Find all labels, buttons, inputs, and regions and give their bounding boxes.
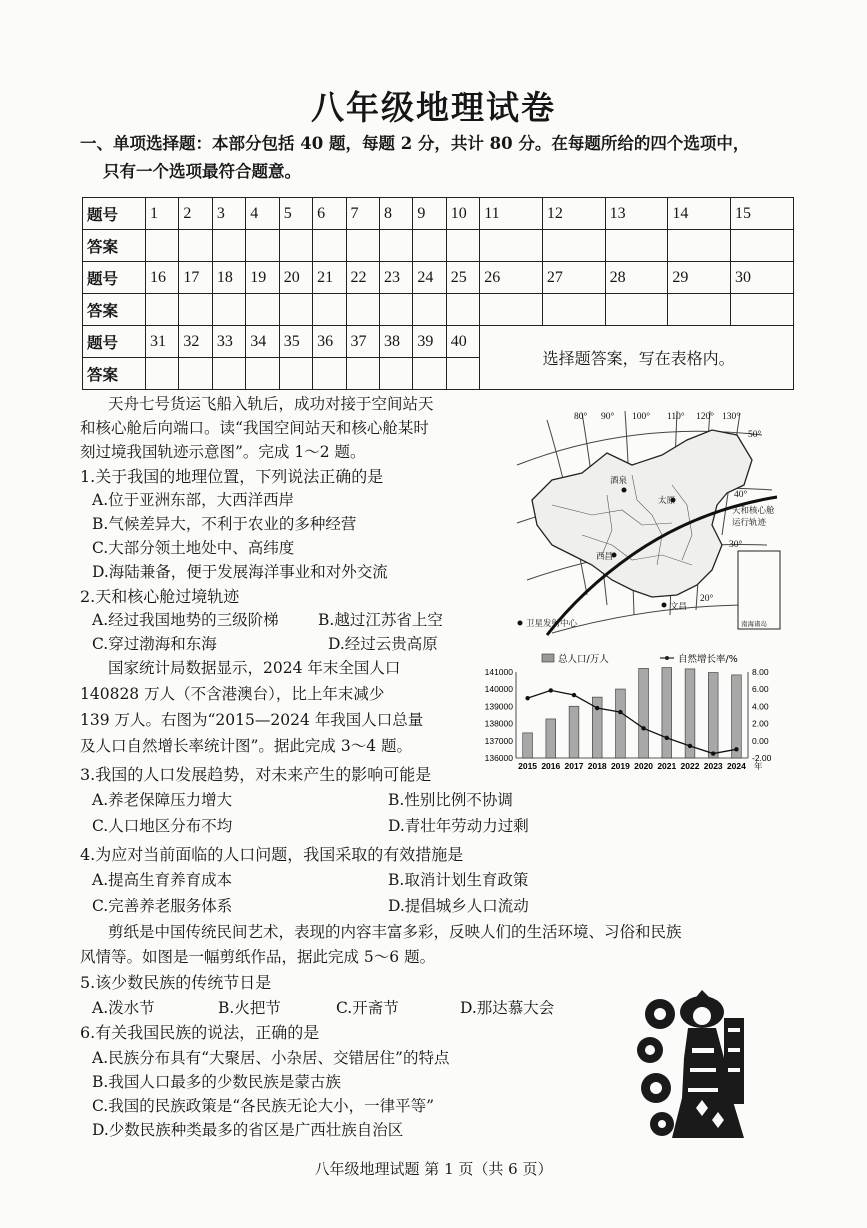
x-tick-label: 2022 (680, 761, 700, 771)
q-num: 10 (446, 198, 479, 230)
answer-cell[interactable] (313, 294, 346, 326)
answer-cell[interactable] (212, 294, 245, 326)
q4-option-d[interactable]: D.提倡城乡人口流动 (388, 897, 529, 915)
q6-option-b[interactable]: B.我国人口最多的少数民族是蒙古族 (92, 1073, 341, 1091)
q1-stem: 1.关于我国的地理位置，下列说法正确的是 (80, 467, 384, 486)
q4-option-c[interactable]: C.完善养老服务体系 (92, 897, 233, 915)
answer-cell[interactable] (379, 294, 412, 326)
inset-label: 南海诸岛 (741, 620, 767, 628)
answer-cell[interactable] (146, 230, 179, 262)
q-num: 7 (346, 198, 379, 230)
q-num: 11 (480, 198, 543, 230)
answer-cell[interactable] (605, 294, 668, 326)
answer-cell[interactable] (212, 230, 245, 262)
lat-label: 50° (748, 430, 762, 440)
answer-cell[interactable] (279, 230, 312, 262)
population-bar (546, 719, 556, 758)
population-chart (468, 648, 788, 778)
y-tick-left-label: 136000 (484, 753, 513, 763)
q1-option-b[interactable]: B.气候差异大，不利于农业的多种经营 (92, 515, 357, 533)
population-bar (708, 673, 718, 758)
row-header-q: 题号 (83, 262, 146, 294)
growth-rate-point (618, 710, 622, 714)
x-tick-label: 2019 (610, 761, 630, 771)
y-tick-left-label: 141000 (484, 667, 513, 677)
growth-rate-point (525, 696, 529, 700)
answer-cell[interactable] (246, 294, 279, 326)
place-label: 文昌 (670, 602, 688, 612)
q-num: 3 (212, 198, 245, 230)
q-num: 34 (246, 326, 279, 358)
q-num: 29 (668, 262, 731, 294)
q-num: 13 (605, 198, 668, 230)
q3-option-b[interactable]: B.性别比例不协调 (388, 791, 513, 809)
answer-cell[interactable] (179, 230, 212, 262)
track-label: 天和核心舱 (732, 506, 775, 516)
answer-cell[interactable] (246, 358, 279, 390)
q5-option-d[interactable]: D.那达慕大会 (460, 999, 555, 1017)
q2-option-b[interactable]: B.越过江苏省上空 (318, 611, 443, 629)
q3-option-a[interactable]: A.养老保障压力增大 (92, 791, 233, 809)
q2-option-d[interactable]: D.经过云贵高原 (328, 635, 438, 653)
q2-option-a[interactable]: A.经过我国地势的三级阶梯 (92, 611, 279, 629)
answer-cell[interactable] (446, 294, 479, 326)
answer-cell[interactable] (668, 230, 731, 262)
place-label: 太原 (658, 496, 676, 506)
q-num: 37 (346, 326, 379, 358)
q5-option-a[interactable]: A.泼水节 (92, 999, 155, 1017)
question-number-row-3 (83, 326, 794, 358)
lat-label: 40° (734, 490, 748, 500)
q6-option-c[interactable]: C.我国的民族政策是“各民族无论大小，一律平等” (92, 1097, 435, 1115)
passage2-line1: 国家统计局数据显示，2024 年末全国人口 (108, 659, 401, 677)
population-bar (662, 668, 672, 758)
answer-cell[interactable] (379, 358, 412, 390)
x-tick-label: 2023 (703, 761, 723, 771)
x-tick-label: 2018 (587, 761, 607, 771)
y-tick-left-label: 138000 (484, 718, 513, 729)
q-num: 36 (313, 326, 346, 358)
row-header-a: 答案 (83, 230, 146, 262)
q6-stem: 6.有关我国民族的说法，正确的是 (80, 1023, 320, 1042)
lat-label: 20° (700, 594, 714, 604)
q4-option-a[interactable]: A.提高生育养育成本 (92, 871, 233, 889)
q-num: 24 (413, 262, 446, 294)
answer-cell[interactable] (346, 358, 379, 390)
q1-option-a[interactable]: A.位于亚洲东部，大西洋西岸 (92, 491, 295, 509)
row-header-a: 答案 (83, 358, 146, 390)
answer-cell[interactable] (413, 358, 446, 390)
answer-cell[interactable] (542, 294, 605, 326)
q-num: 6 (313, 198, 346, 230)
q6-option-d[interactable]: D.少数民族种类最多的省区是广西壮族自治区 (92, 1121, 404, 1139)
q6-option-a[interactable]: A.民族分布具有“大聚居、小杂居、交错居住”的特点 (92, 1049, 450, 1067)
x-tick-label: 2016 (541, 761, 561, 771)
answer-cell[interactable] (668, 294, 731, 326)
answer-cell[interactable] (313, 358, 346, 390)
q2-option-c[interactable]: C.穿过渤海和东海 (92, 635, 217, 653)
y-tick-left-label: 139000 (484, 701, 513, 712)
q-num: 19 (246, 262, 279, 294)
growth-rate-line (528, 690, 737, 753)
question-number-row-2 (83, 262, 794, 294)
section-instruction-line2: 只有一个选项最符合题意。 (103, 162, 301, 181)
answer-cell[interactable] (146, 358, 179, 390)
q3-option-d[interactable]: D.青壮年劳动力过剩 (388, 817, 529, 835)
q-num: 38 (379, 326, 412, 358)
y-tick-right-label: 0.00 (752, 735, 769, 746)
q-num: 25 (446, 262, 479, 294)
question-number-row-1 (83, 198, 794, 230)
place-label: 西昌 (596, 552, 614, 562)
answer-cell[interactable] (279, 358, 312, 390)
q-num: 20 (279, 262, 312, 294)
growth-rate-point (688, 744, 692, 748)
q3-option-c[interactable]: C.人口地区分布不均 (92, 817, 233, 835)
q3-stem: 3.我国的人口发展趋势，对未来产生的影响可能是 (80, 765, 432, 784)
x-tick-label: 2015 (518, 761, 538, 771)
lon-label: 130° (722, 412, 741, 422)
q5-stem: 5.该少数民族的传统节日是 (80, 973, 272, 992)
row-header-q: 题号 (83, 198, 146, 230)
answer-cell[interactable] (246, 230, 279, 262)
q-num: 26 (480, 262, 543, 294)
paper-cut-figure (632, 988, 764, 1148)
q-num: 15 (731, 198, 794, 230)
lon-label: 100° (632, 412, 651, 422)
orbit-track-map (512, 405, 784, 637)
q-num: 16 (146, 262, 179, 294)
y-tick-right-label: -2.00 (752, 753, 772, 763)
lat-label: 30° (729, 540, 743, 550)
population-bar (523, 733, 533, 758)
passage2-line4: 及人口自然增长率统计图”。据此完成 3～4 题。 (80, 737, 413, 755)
legend-growth: 自然增长率/% (678, 654, 738, 665)
page-title: 八年级地理试卷 (311, 88, 556, 127)
q-num: 39 (413, 326, 446, 358)
lon-label: 110° (667, 412, 685, 422)
growth-rate-point (734, 747, 738, 751)
q-num: 28 (605, 262, 668, 294)
answer-cell[interactable] (446, 230, 479, 262)
q4-option-b[interactable]: B.取消计划生育政策 (388, 871, 529, 889)
q-num: 5 (279, 198, 312, 230)
growth-rate-point (665, 736, 669, 740)
y-tick-right-label: 6.00 (752, 684, 769, 695)
row-header-a: 答案 (83, 294, 146, 326)
answer-cell[interactable] (279, 294, 312, 326)
answer-cell[interactable] (542, 230, 605, 262)
answer-cell[interactable] (480, 294, 543, 326)
answer-row-1 (83, 230, 794, 262)
y-tick-left-label: 140000 (484, 684, 513, 695)
page-footer: 八年级地理试题 第 1 页（共 6 页） (314, 1160, 553, 1178)
answer-cell[interactable] (346, 230, 379, 262)
x-tick-label: 2020 (634, 761, 654, 771)
x-axis-unit: 年 (754, 762, 763, 772)
q-num: 33 (212, 326, 245, 358)
q2-stem: 2.天和核心舱过境轨迹 (80, 587, 240, 606)
q5-option-b[interactable]: B.火把节 (218, 999, 281, 1017)
growth-rate-point (641, 726, 645, 730)
q-num: 14 (668, 198, 731, 230)
place-label: 酒泉 (610, 476, 628, 486)
answer-cell[interactable] (605, 230, 668, 262)
q-num: 1 (146, 198, 179, 230)
answer-cell[interactable] (480, 230, 543, 262)
answer-cell[interactable] (731, 230, 794, 262)
answer-cell[interactable] (146, 294, 179, 326)
population-bar (569, 706, 579, 758)
passage1-line1: 天舟七号货运飞船入轨后，成功对接于空间站天 (108, 395, 434, 413)
passage1-line3: 刻过境我国轨迹示意图”。完成 1～2 题。 (80, 443, 366, 461)
q-num: 9 (413, 198, 446, 230)
y-tick-right-label: 8.00 (752, 667, 769, 677)
answer-cell[interactable] (413, 230, 446, 262)
y-tick-right-label: 2.00 (752, 718, 769, 729)
row-header-q: 题号 (83, 326, 146, 358)
q-num: 8 (379, 198, 412, 230)
passage1-line2: 和核心舱后向端口。读“我国空间站天和核心舱某时 (80, 419, 429, 437)
q1-option-d[interactable]: D.海陆兼备，便于发展海洋事业和对外交流 (92, 563, 388, 581)
lon-label: 80° (574, 412, 588, 422)
passage2-line3: 139 万人。右图为“2015—2024 年我国人口总量 (80, 711, 424, 729)
x-tick-label: 2017 (564, 761, 584, 771)
q-num: 17 (179, 262, 212, 294)
answer-cell[interactable] (379, 230, 412, 262)
section-instruction-line1: 一、单项选择题：本部分包括 40 题，每题 2 分，共计 80 分。在每题所给的四个选项中， (80, 134, 750, 153)
q-num: 31 (146, 326, 179, 358)
passage3-line1: 剪纸是中国传统民间艺术，表现的内容丰富多彩，反映人们的生活环境、习俗和民族 (108, 923, 682, 941)
track-label: 运行轨迹 (732, 518, 767, 528)
q1-option-c[interactable]: C.大部分领土地处中、高纬度 (92, 539, 295, 557)
y-tick-left-label: 137000 (484, 735, 513, 746)
q-num: 40 (446, 326, 479, 358)
q-num: 12 (542, 198, 605, 230)
growth-rate-point (711, 751, 715, 755)
answer-cell[interactable] (179, 358, 212, 390)
answer-cell[interactable] (346, 294, 379, 326)
q5-option-c[interactable]: C.开斋节 (336, 999, 399, 1017)
q-num: 2 (179, 198, 212, 230)
q-num: 18 (212, 262, 245, 294)
growth-rate-point (572, 693, 576, 697)
population-bar (639, 668, 649, 758)
growth-rate-point (595, 706, 599, 710)
q-num: 35 (279, 326, 312, 358)
answer-cell[interactable] (179, 294, 212, 326)
passage3-line2: 风情等。如图是一幅剪纸作品，据此完成 5～6 题。 (80, 948, 436, 966)
answer-cell[interactable] (446, 358, 479, 390)
q-num: 21 (313, 262, 346, 294)
legend-population: 总人口/万人 (558, 654, 609, 665)
map-legend: 卫星发射中心 (526, 619, 578, 629)
q-num: 22 (346, 262, 379, 294)
answer-row-2 (83, 294, 794, 326)
population-bar (732, 675, 742, 758)
y-tick-right-label: 4.00 (752, 701, 769, 712)
x-tick-label: 2024 (726, 761, 746, 771)
q-num: 30 (731, 262, 794, 294)
answer-cell[interactable] (313, 230, 346, 262)
population-bar (616, 689, 626, 758)
answer-cell[interactable] (212, 358, 245, 390)
q-num: 32 (179, 326, 212, 358)
growth-rate-point (549, 688, 553, 692)
answer-cell[interactable] (731, 294, 794, 326)
q4-stem: 4.为应对当前面临的人口问题，我国采取的有效措施是 (80, 845, 464, 864)
lon-label: 90° (601, 412, 615, 422)
q-num: 4 (246, 198, 279, 230)
table-note: 选择题答案，写在表格内。 (480, 326, 794, 390)
q-num: 27 (542, 262, 605, 294)
answer-table (82, 197, 794, 390)
x-tick-label: 2021 (657, 761, 677, 771)
q-num: 23 (379, 262, 412, 294)
passage2-line2: 140828 万人（不含港澳台），比上年末减少 (80, 685, 385, 703)
lon-label: 120° (696, 412, 715, 422)
answer-cell[interactable] (413, 294, 446, 326)
